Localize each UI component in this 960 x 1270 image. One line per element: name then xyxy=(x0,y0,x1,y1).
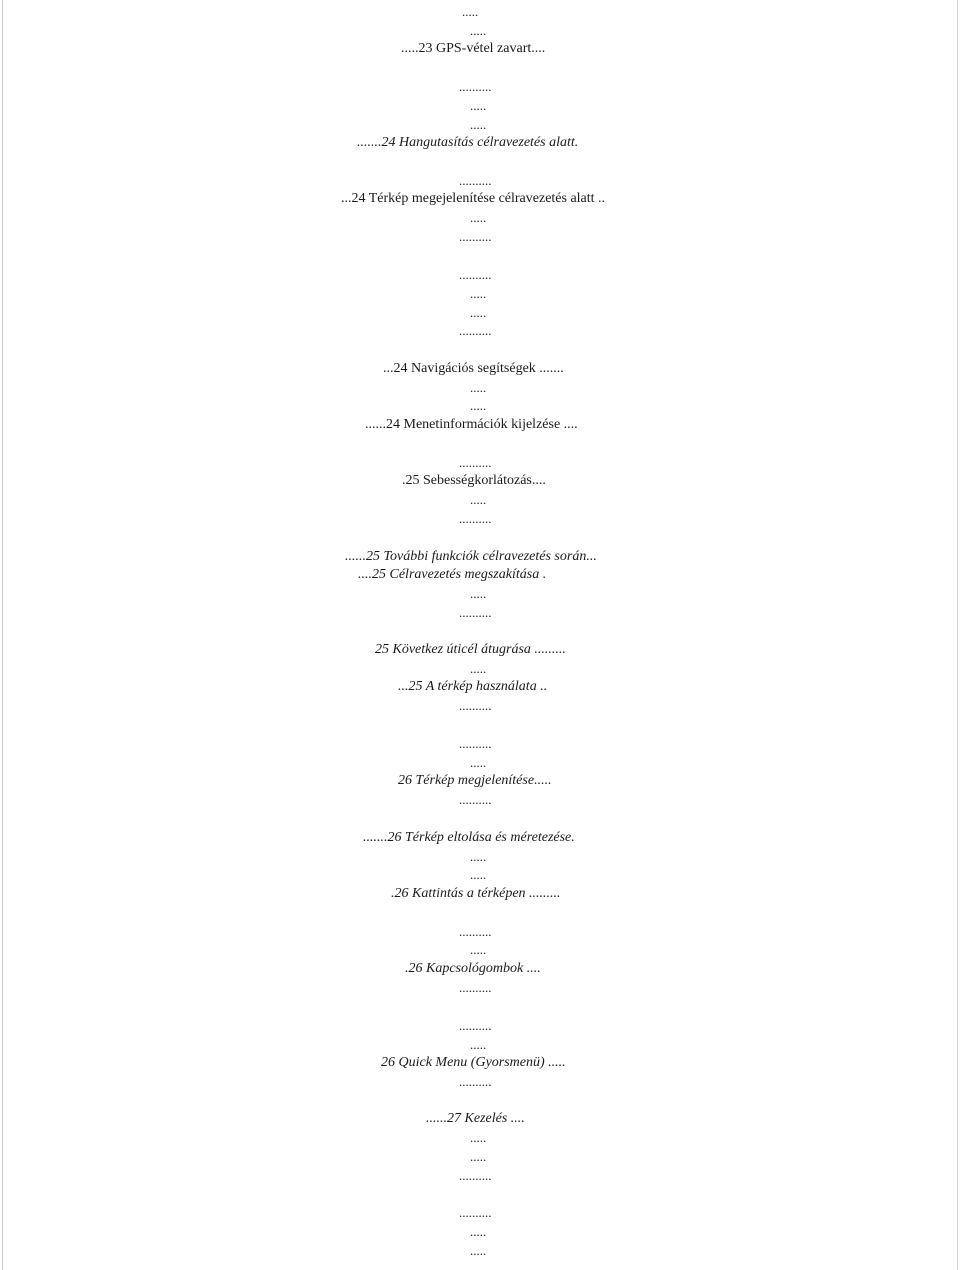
toc-line: ..... xyxy=(470,286,487,301)
toc-line: ..... xyxy=(470,1149,487,1164)
toc-line: .......... xyxy=(459,173,492,188)
toc-line: .......... xyxy=(459,736,492,751)
toc-entry-terkep-eltolasa[interactable]: .......26 Térkép eltolása és méretezése. xyxy=(363,830,575,845)
toc-line: ..... xyxy=(470,380,487,395)
toc-line: ..... xyxy=(470,755,487,770)
toc-entry-kattintas-terkepen[interactable]: .26 Kattintás a térképen ......... xyxy=(391,886,561,901)
toc-line: .......... xyxy=(459,698,492,713)
toc-line: .......... xyxy=(459,924,492,939)
toc-line: ..... xyxy=(470,1130,487,1145)
toc-line: .......... xyxy=(459,792,492,807)
toc-line: ..... xyxy=(470,98,487,113)
toc-line: .......... xyxy=(459,511,492,526)
toc-line: ..... xyxy=(470,942,487,957)
toc-line: ..... xyxy=(470,867,487,882)
toc-line: .......... xyxy=(459,267,492,282)
toc-line: ..... xyxy=(470,586,487,601)
toc-entry-navigacios-segitsegek[interactable]: ...24 Navigációs segítségek ....... xyxy=(383,361,564,376)
toc-entry-sebessegkorlatozas[interactable]: .25 Sebességkorlátozás.... xyxy=(402,473,546,488)
toc-line: .......... xyxy=(459,229,492,244)
toc-line: .......... xyxy=(459,980,492,995)
toc-line: ..... xyxy=(470,210,487,225)
toc-entry-tovabbi-funkciok[interactable]: ......25 További funkciók célravezetés során... xyxy=(345,549,597,564)
toc-entry-terkep-megjelenitese[interactable]: ...24 Térkép megejelenítése célravezetés alatt .. xyxy=(341,191,606,206)
toc-entry-kezeles[interactable]: ......27 Kezelés .... xyxy=(426,1111,525,1126)
toc-line: .......... xyxy=(459,79,492,94)
toc-line: ..... xyxy=(470,1224,487,1239)
toc-entry-terkep-megjelenitese-2[interactable]: 26 Térkép megjelenítése..... xyxy=(398,773,552,788)
toc-line: .......... xyxy=(459,323,492,338)
toc-line: ..... xyxy=(470,1243,487,1258)
toc-line: ..... xyxy=(470,849,487,864)
toc-line: .......... xyxy=(459,1074,492,1089)
toc-entry-terkep-hasznalata[interactable]: ...25 A térkép használata .. xyxy=(398,679,548,694)
toc-line: .......... xyxy=(459,1168,492,1183)
toc-entry-menetinformaciok[interactable]: ......24 Menetinformációk kijelzése .... xyxy=(365,417,578,432)
toc-line: ..... xyxy=(470,117,487,132)
toc-line: ..... xyxy=(470,305,487,320)
toc-line: ..... xyxy=(470,1037,487,1052)
toc-line: ..... xyxy=(470,23,487,38)
toc-entry-kovetkez-uticel[interactable]: 25 Következ úticél átugrása ......... xyxy=(375,642,566,657)
toc-line: ..... xyxy=(470,661,487,676)
toc-entry-kapcsologombok[interactable]: .26 Kapcsológombok .... xyxy=(405,961,541,976)
toc-entry-gps-vetel[interactable]: .....23 GPS-vétel zavart.... xyxy=(401,41,546,56)
toc-line: .......... xyxy=(459,1018,492,1033)
toc-line: .......... xyxy=(459,605,492,620)
toc-line: .......... xyxy=(459,1205,492,1220)
toc-entry-hangutasitas[interactable]: .......24 Hangutasítás célravezetés alatt. xyxy=(357,135,579,150)
toc-line: ..... xyxy=(470,398,487,413)
toc-line: ..... xyxy=(462,4,479,19)
toc-line: .......... xyxy=(459,455,492,470)
toc-entry-celravezetes-megszakitasa[interactable]: ....25 Célravezetés megszakítása . xyxy=(358,567,547,582)
toc-entry-quick-menu[interactable]: 26 Quick Menu (Gyorsmenü) ..... xyxy=(381,1055,566,1070)
toc-line: ..... xyxy=(470,492,487,507)
